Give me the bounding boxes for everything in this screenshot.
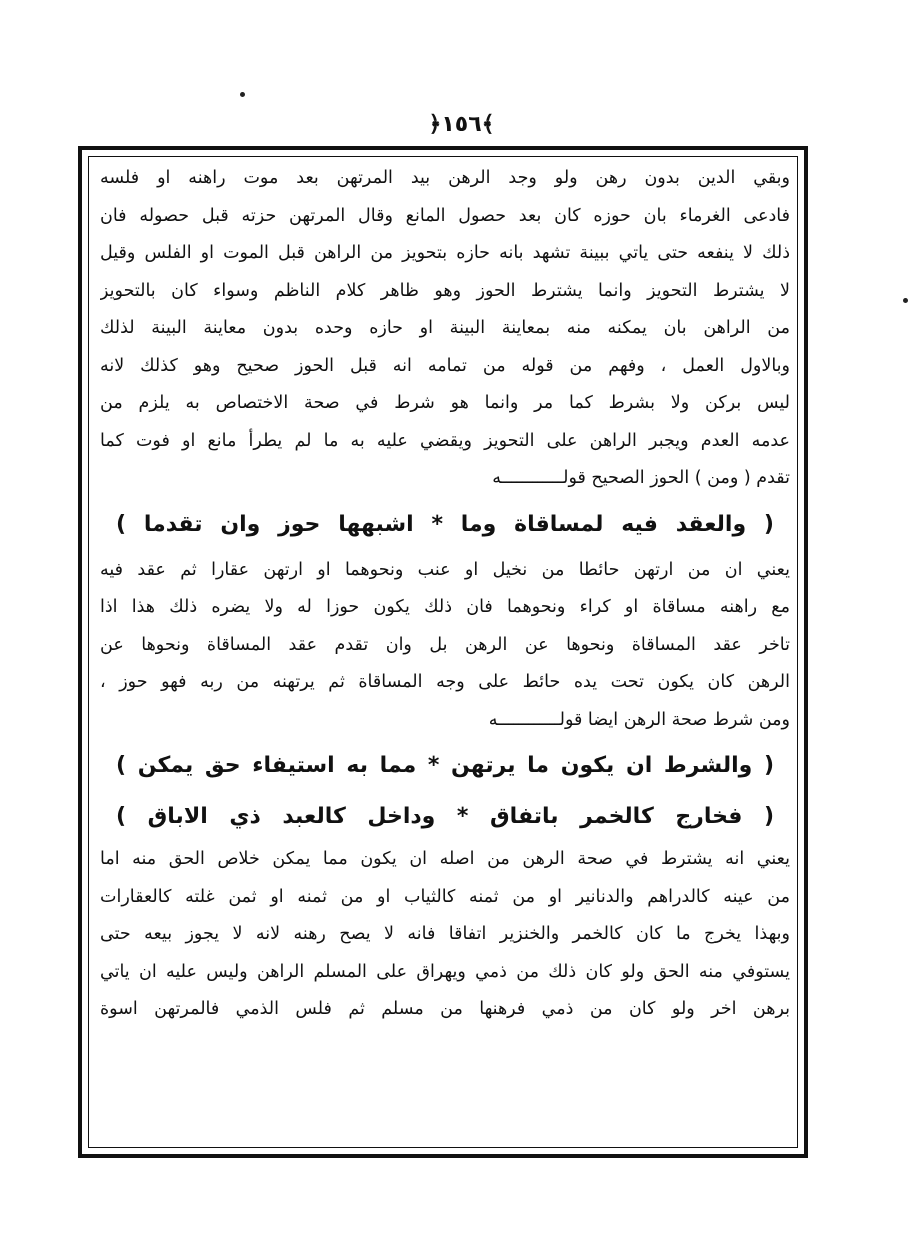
text-line: يعني ان من ارتهن حائطا من نخيل او عنب ونحوهما او ارتهن عقارا ثم عقد فيه xyxy=(100,559,790,580)
text-line: برهن اخر ولو كان من ذمي فرهنها من مسلم ثم فلس الذمي فالمرتهن اسوة xyxy=(100,999,790,1019)
text-line: ذلك لا ينفعه حتى ياتي ببينة تشهد بانه حازه بتحويز من الراهن قبل الموت او الفلس وقيل xyxy=(100,243,790,263)
commentary-paragraph xyxy=(100,841,790,1029)
text-line: وبالاول العمل ، وفهم من قوله من تمامه انه قبل الحوز صحيح وهو كذلك لانه xyxy=(100,355,790,376)
page-text xyxy=(100,160,790,1029)
text-line: وبقي الدين بدون رهن ولو وجد الرهن بيد المرتهن بعد موت راهنه او فلسه xyxy=(100,168,790,188)
page-number: ﴾١٥٦﴿ xyxy=(428,112,495,137)
verse-line: ( والشرط ان يكون ما يرتهن * مما به استيفاء حق يمكن ) xyxy=(116,753,774,778)
ink-speck-top xyxy=(240,92,245,97)
text-line: ليس بركن ولا بشرط كما مر وانما هو شرط في صحة الاختصاص به يلزم من xyxy=(100,393,790,413)
text-line: مع راهنه مساقاة او كراء ونحوهما فان ذلك يكون حوزا له ولا يضره ذلك هذا اذا xyxy=(100,597,790,617)
text-line: لا يشترط التحويز وانما يشترط الحوز وهو ظاهر كلام الناظم وسواء كان بالتحويز xyxy=(100,280,790,301)
text-line: فادعى الغرماء بان حوزه كان بعد حصول المانع وقال المرتهن حزته قبل حصوله فان xyxy=(100,205,790,226)
text-line: ومن شرط صحة الرهن ايضا قولــــــــــــه xyxy=(488,709,790,730)
text-line: من عينه كالدراهم والدنانير او من ثمنه كالثياب او من ثمنه او ثمن غلته كالعقارات xyxy=(100,886,790,907)
body-paragraph xyxy=(100,160,790,498)
text-line: عدمه العدم ويجبر الراهن على التحويز ويقضي عليه به ما لم يطرأ مانع او فوت كما xyxy=(100,430,790,451)
verse-line: ( فخارج كالخمر باتفاق * وداخل كالعبد ذي الاباق ) xyxy=(116,804,774,829)
text-line: وبهذا يخرج ما كان كالخمر والخنزير اتفاقا فانه لا يصح رهنه لانه لا يجوز بيعه حتى xyxy=(100,924,790,944)
text-line: يستوفي منه الحق ولو كان ذلك من ذمي ويهراق على المسلم الراهن وليس عليه ان ياتي xyxy=(100,961,790,982)
text-line: يعني انه يشترط في صحة الرهن من اصله ان يكون مما يمكن خلاص الحق منه اما xyxy=(100,849,790,869)
text-line: تاخر عقد المساقاة ونحوها عن الرهن بل وان تقدم عقد المساقاة ونحوها عن xyxy=(100,634,790,655)
text-line: الرهن كان يكون تحت يده حائط على وجه المساقاة ثم يرتهنه من ربه فهو حوز ، xyxy=(100,672,790,692)
commentary-paragraph xyxy=(100,552,790,740)
text-line: من الراهن بان يمكنه منه بمعاينة البينة او حازه وحده بدون معاينة البينة لذلك xyxy=(100,318,790,338)
text-line: تقدم ( ومن ) الحوز الصحيح قولــــــــــــه xyxy=(492,468,790,488)
verse-line: ( والعقد فيه لمساقاة وما * اشبهها حوز وان تقدما ) xyxy=(116,511,774,537)
ink-speck-right xyxy=(903,298,908,303)
